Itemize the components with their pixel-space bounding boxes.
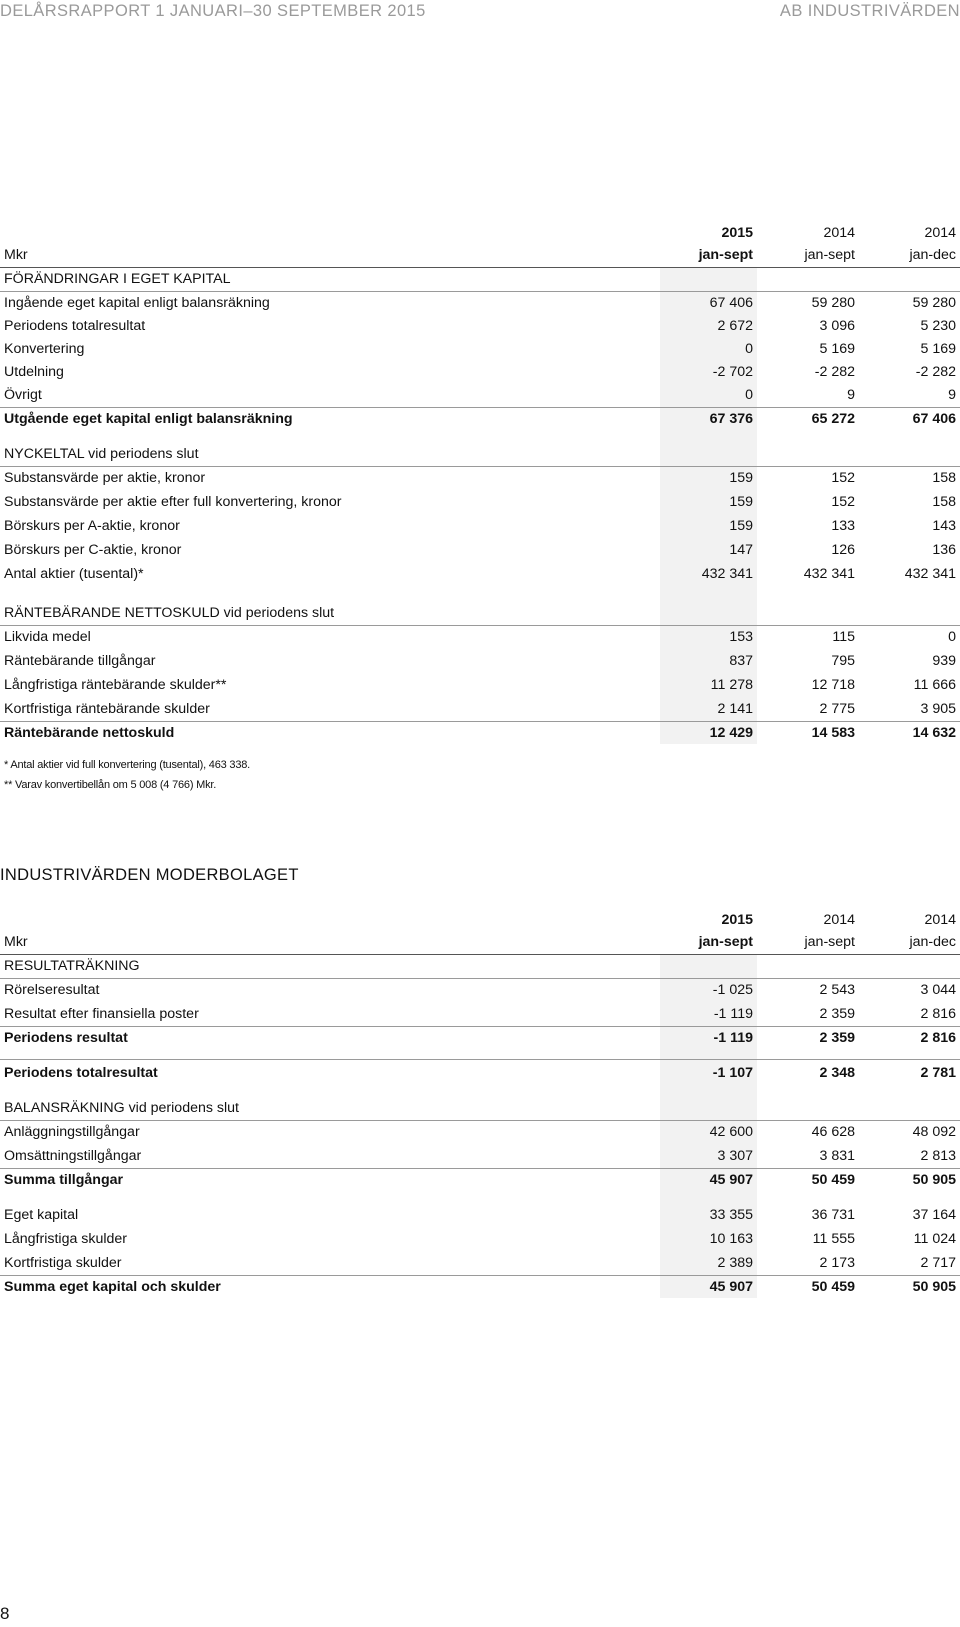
table-total-row: [0, 721, 960, 745]
cell: 143: [932, 518, 956, 534]
section-title: [0, 442, 960, 466]
table-row: [0, 291, 960, 315]
cell: 2 359: [819, 1030, 855, 1046]
table-row: [0, 673, 960, 697]
cell: 3 044: [920, 982, 956, 998]
row-label: Substansvärde per aktie, kronor: [4, 470, 206, 486]
report-title: DELÅRSRAPPORT 1 JANUARI–30 SEPTEMBER 2015: [0, 2, 426, 20]
table-row: [0, 314, 960, 338]
table-total-row: [0, 407, 960, 431]
row-label: Kortfristiga räntebärande skulder: [4, 701, 210, 717]
table-row: [0, 360, 960, 384]
col-year-3: 2014: [924, 225, 956, 241]
cell: 12 429: [709, 725, 753, 741]
row-label: Omsättningstillgångar: [4, 1148, 142, 1164]
cell: 159: [729, 494, 753, 510]
table-total-row: [0, 1061, 960, 1085]
cell: 50 459: [811, 1279, 855, 1295]
cell: 153: [729, 629, 753, 645]
cell: 3 831: [819, 1148, 855, 1164]
row-label: Eget kapital: [4, 1207, 79, 1223]
row-label: Summa eget kapital och skulder: [4, 1279, 221, 1295]
cell: 67 376: [709, 411, 753, 427]
cell: 10 163: [709, 1231, 753, 1247]
cell: 5 230: [920, 318, 956, 334]
cell: 0: [745, 341, 753, 357]
col-period-2: jan-sept: [804, 934, 855, 950]
table-row: [0, 1227, 960, 1251]
cell: 45 907: [709, 1172, 753, 1188]
cell: 50 459: [811, 1172, 855, 1188]
row-rule: [0, 1059, 960, 1060]
cell: 11 666: [913, 677, 956, 693]
cell: -2 702: [712, 364, 753, 380]
table-row: [0, 1203, 960, 1227]
cell: 67 406: [709, 295, 753, 311]
cell: 136: [932, 542, 956, 558]
cell: -1 025: [712, 982, 753, 998]
cell: 2 543: [819, 982, 855, 998]
cell: 2 781: [920, 1065, 956, 1081]
cell: 3 905: [920, 701, 956, 717]
row-label: Anläggningstillgångar: [4, 1124, 140, 1140]
table-total-row: [0, 1026, 960, 1050]
section-title: [0, 1096, 960, 1120]
table-row: [0, 978, 960, 1002]
cell: -1 107: [712, 1065, 753, 1081]
cell: 2 672: [717, 318, 753, 334]
cell: 50 905: [912, 1172, 956, 1188]
cell: -2 282: [814, 364, 855, 380]
section-title-text: RESULTATRÄKNING: [4, 958, 140, 974]
cell: 795: [831, 653, 855, 669]
cell: 36 731: [811, 1207, 855, 1223]
cell: 33 355: [709, 1207, 753, 1223]
cell: 67 406: [912, 411, 956, 427]
row-label: Ingående eget kapital enligt balansräkning: [4, 295, 270, 311]
table-row: [0, 649, 960, 673]
cell: 11 024: [913, 1231, 956, 1247]
table-row: [0, 1120, 960, 1144]
section-title: [0, 267, 960, 291]
row-label: Rörelseresultat: [4, 982, 100, 998]
cell: 0: [948, 629, 956, 645]
company-name: AB INDUSTRIVÄRDEN: [779, 2, 960, 20]
cell: 5 169: [920, 341, 956, 357]
section-title-text: RÄNTEBÄRANDE NETTOSKULD vid periodens slut: [4, 605, 335, 621]
page-header: [0, 2, 960, 26]
row-label: Summa tillgångar: [4, 1172, 124, 1188]
col-period-1: jan-sept: [698, 247, 753, 263]
cell: 152: [831, 470, 855, 486]
row-label: Periodens totalresultat: [4, 318, 146, 334]
table-total-row: [0, 1168, 960, 1192]
col-period-3: jan-dec: [909, 934, 956, 950]
table-row: [0, 697, 960, 721]
table-row: [0, 383, 960, 407]
row-label: Långfristiga skulder: [4, 1231, 128, 1247]
col-period-2: jan-sept: [804, 247, 855, 263]
cell: 432 341: [904, 566, 956, 582]
cell: 11 278: [710, 677, 753, 693]
cell: -1 119: [713, 1006, 753, 1022]
cell: 42 600: [709, 1124, 753, 1140]
cell: 939: [932, 653, 956, 669]
cell: 2 813: [920, 1148, 956, 1164]
cell: 11 555: [812, 1231, 855, 1247]
cell: -1 119: [713, 1030, 753, 1046]
col-year-2: 2014: [823, 225, 855, 241]
cell: 2 717: [920, 1255, 956, 1271]
table-header-periods: [0, 930, 960, 954]
table-total-row: [0, 1275, 960, 1299]
cell: 50 905: [912, 1279, 956, 1295]
row-label: Övrigt: [4, 387, 42, 403]
cell: 2 775: [819, 701, 855, 717]
row-label: Utgående eget kapital enligt balansräkning: [4, 411, 293, 427]
cell: 3 307: [717, 1148, 753, 1164]
cell: 159: [729, 518, 753, 534]
col-year-1: 2015: [721, 912, 753, 928]
cell: 65 272: [811, 411, 855, 427]
table-row: [0, 562, 960, 586]
table-row: [0, 1144, 960, 1168]
col-year-2: 2014: [823, 912, 855, 928]
table-row: [0, 1251, 960, 1275]
section-title: [0, 601, 960, 625]
cell: 837: [729, 653, 753, 669]
table-row: [0, 1002, 960, 1026]
cell: 159: [729, 470, 753, 486]
footnote: ** Varav konvertibellån om 5 008 (4 766) Mkr.: [4, 779, 217, 791]
col-year-3: 2014: [924, 912, 956, 928]
cell: 158: [932, 494, 956, 510]
cell: 12 718: [811, 677, 855, 693]
row-label: Börskurs per C-aktie, kronor: [4, 542, 182, 558]
cell: 2 359: [819, 1006, 855, 1022]
cell: 14 632: [912, 725, 956, 741]
cell: 46 628: [811, 1124, 855, 1140]
cell: 14 583: [811, 725, 855, 741]
cell: 133: [831, 518, 855, 534]
row-label: Långfristiga räntebärande skulder**: [4, 677, 227, 693]
cell: 59 280: [912, 295, 956, 311]
table-row: [0, 625, 960, 649]
row-label: Antal aktier (tusental)*: [4, 566, 144, 582]
cell: 0: [745, 387, 753, 403]
cell: 115: [832, 629, 855, 645]
cell: 152: [831, 494, 855, 510]
page-number: 8: [0, 1604, 10, 1623]
section-heading: INDUSTRIVÄRDEN MODERBOLAGET: [0, 866, 299, 884]
table-header-years: [0, 908, 960, 932]
cell: 59 280: [811, 295, 855, 311]
unit-label: Mkr: [4, 934, 28, 950]
cell: 2 816: [920, 1030, 956, 1046]
table-row: [0, 466, 960, 490]
row-label: Räntebärande tillgångar: [4, 653, 156, 669]
table-row: [0, 538, 960, 562]
cell: -2 282: [915, 364, 956, 380]
col-year-1: 2015: [721, 225, 753, 241]
cell: 37 164: [912, 1207, 956, 1223]
row-label: Kortfristiga skulder: [4, 1255, 122, 1271]
cell: 9: [847, 387, 855, 403]
cell: 2 141: [717, 701, 753, 717]
table-row: [0, 514, 960, 538]
table-header-years: [0, 221, 960, 245]
row-label: Börskurs per A-aktie, kronor: [4, 518, 180, 534]
row-label: Periodens resultat: [4, 1030, 128, 1046]
section-title-text: NYCKELTAL vid periodens slut: [4, 446, 199, 462]
section-title: [0, 954, 960, 978]
row-label: Utdelning: [4, 364, 64, 380]
cell: 2 816: [920, 1006, 956, 1022]
table-row: [0, 337, 960, 361]
cell: 45 907: [709, 1279, 753, 1295]
table-row: [0, 490, 960, 514]
cell: 2 389: [717, 1255, 753, 1271]
cell: 3 096: [819, 318, 855, 334]
cell: 432 341: [701, 566, 753, 582]
cell: 2 348: [819, 1065, 855, 1081]
cell: 48 092: [912, 1124, 956, 1140]
cell: 147: [729, 542, 753, 558]
section-title-text: FÖRÄNDRINGAR I EGET KAPITAL: [4, 271, 231, 287]
cell: 2 173: [819, 1255, 855, 1271]
col-period-3: jan-dec: [909, 247, 956, 263]
cell: 9: [948, 387, 956, 403]
row-label: Resultat efter finansiella poster: [4, 1006, 199, 1022]
cell: 432 341: [803, 566, 855, 582]
cell: 5 169: [819, 341, 855, 357]
cell: 158: [932, 470, 956, 486]
section-title-text: BALANSRÄKNING vid periodens slut: [4, 1100, 239, 1116]
row-label: Substansvärde per aktie efter full konvertering, kronor: [4, 494, 342, 510]
row-label: Räntebärande nettoskuld: [4, 725, 175, 741]
table-header-periods: [0, 243, 960, 267]
cell: 126: [831, 542, 855, 558]
footnote: * Antal aktier vid full konvertering (tusental), 463 338.: [4, 759, 251, 771]
unit-label: Mkr: [4, 247, 28, 263]
col-period-1: jan-sept: [698, 934, 753, 950]
row-label: Likvida medel: [4, 629, 91, 645]
row-label: Periodens totalresultat: [4, 1065, 158, 1081]
row-label: Konvertering: [4, 341, 85, 357]
